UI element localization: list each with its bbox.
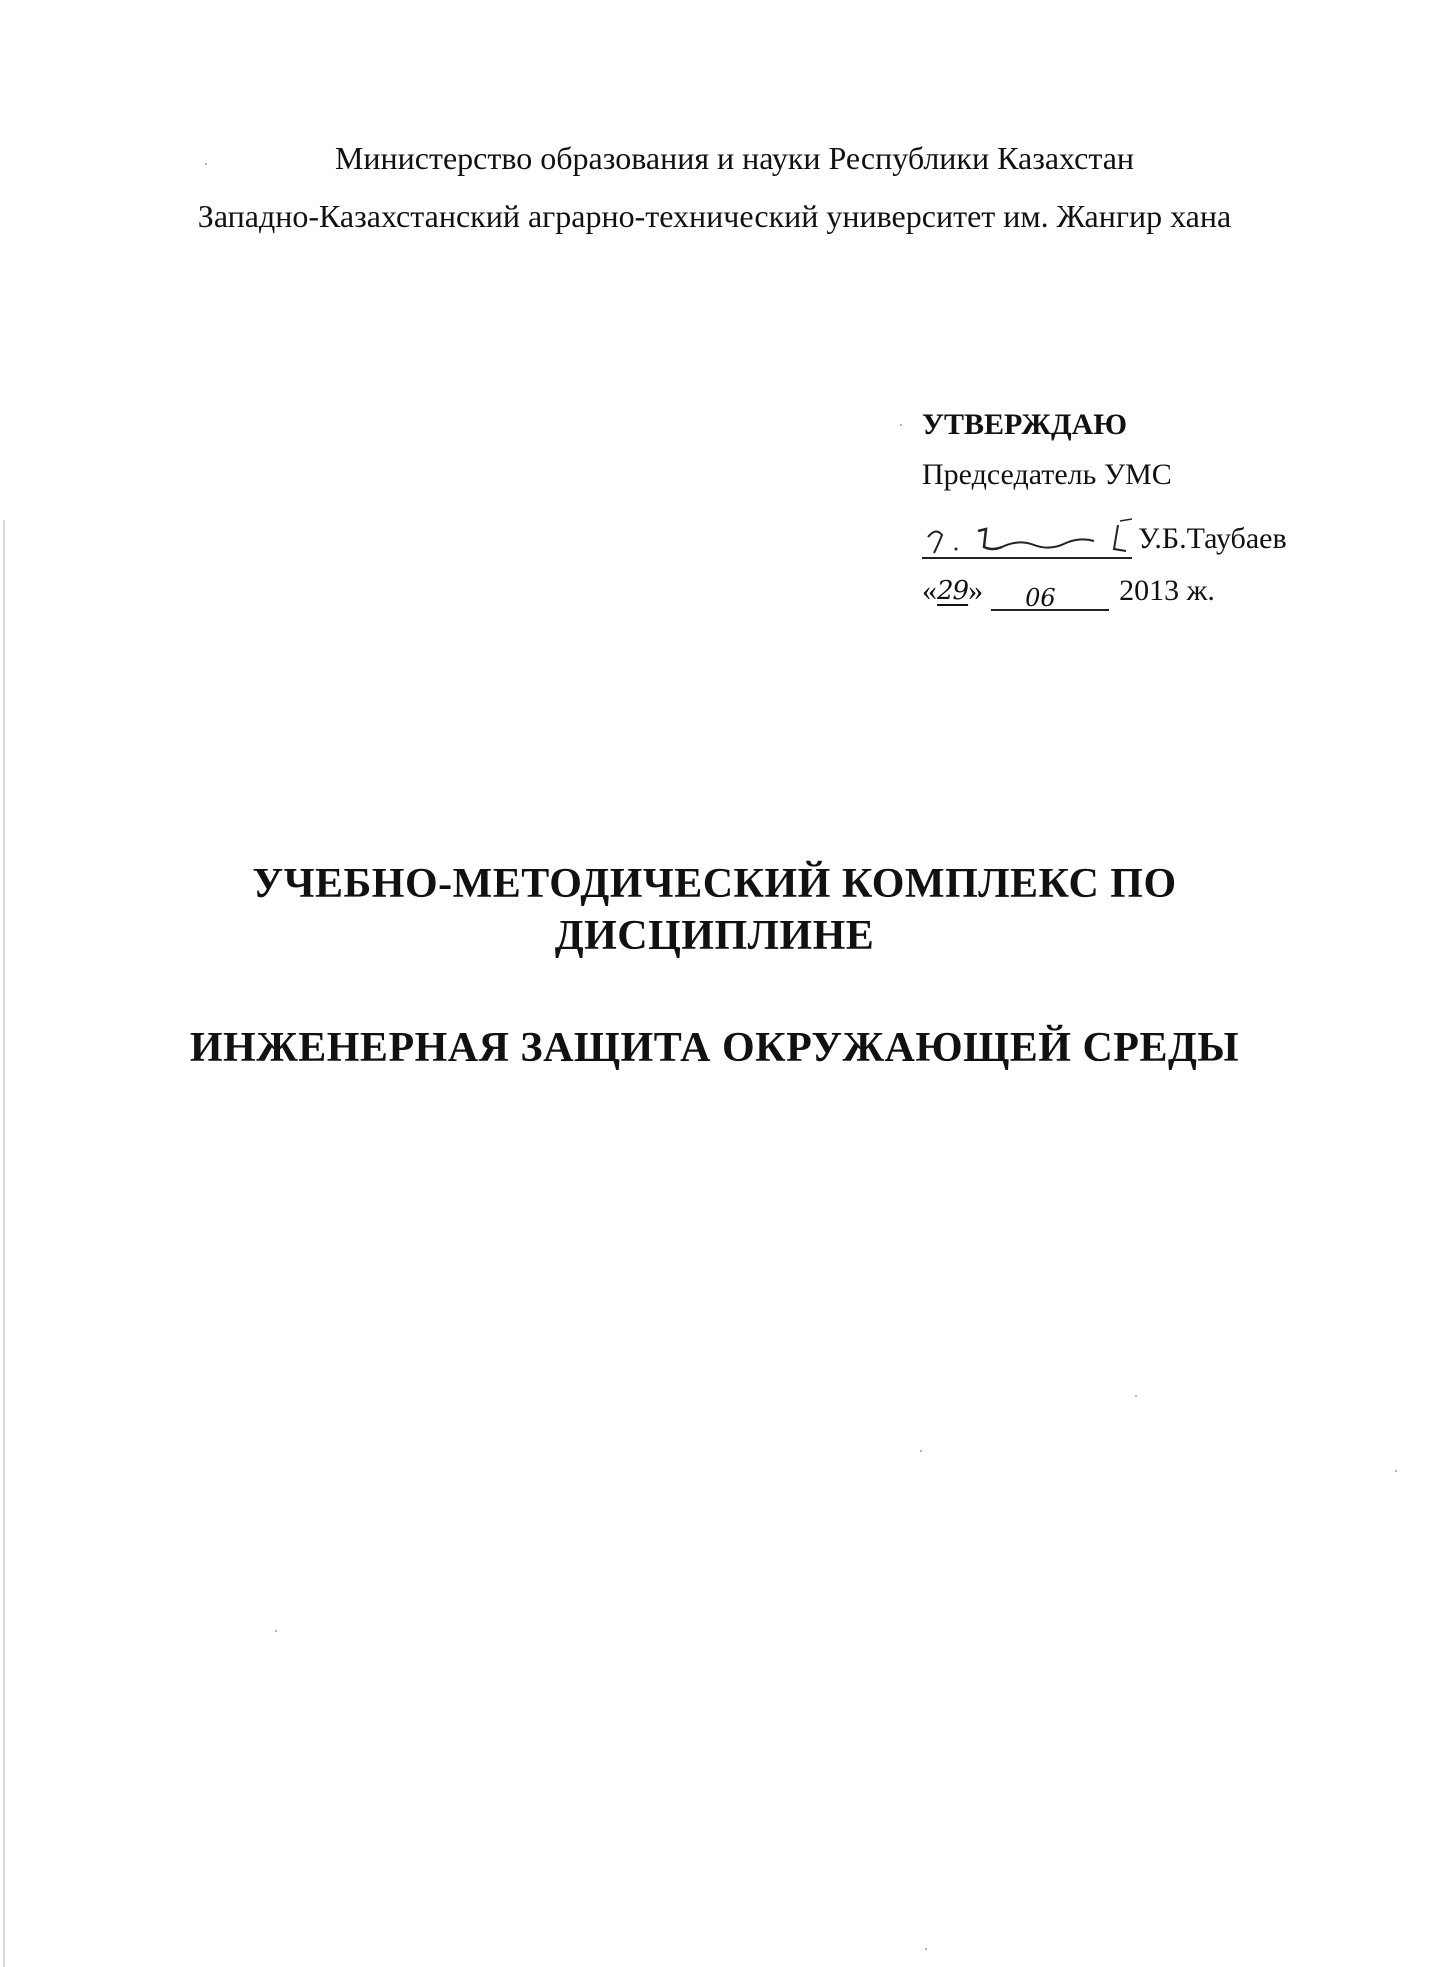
scan-speck bbox=[920, 1450, 922, 1452]
scan-speck bbox=[925, 1948, 927, 1950]
approval-title: УТВЕРЖДАЮ bbox=[922, 408, 1128, 441]
scan-speck bbox=[275, 1630, 277, 1632]
handwritten-signature bbox=[922, 517, 1132, 559]
date-year: 2013 ж. bbox=[1119, 574, 1215, 607]
date-close-quote: » bbox=[968, 574, 984, 607]
approval-date bbox=[922, 559, 1402, 611]
approver-name: У.Б.Таубаев bbox=[1138, 522, 1287, 555]
document-title-line-2: ДИСЦИПЛИНЕ bbox=[554, 913, 875, 959]
date-open-quote: « bbox=[922, 574, 937, 607]
approval-block bbox=[922, 405, 1402, 611]
scan-speck bbox=[1395, 1470, 1397, 1472]
date-day-handwritten: 29 bbox=[937, 576, 969, 606]
discipline-title: ИНЖЕНЕРНАЯ ЗАЩИТА ОКРУЖАЮЩЕЙ СРЕДЫ bbox=[189, 1025, 1240, 1071]
document-title-line-1: УЧЕБНО-МЕТОДИЧЕСКИЙ КОМПЛЕКС ПО bbox=[252, 861, 1177, 907]
scan-speck bbox=[1135, 1395, 1137, 1397]
date-month-handwritten: 06 bbox=[1025, 584, 1056, 612]
signature-row bbox=[922, 507, 1402, 559]
approver-position: Председатель УМС bbox=[922, 458, 1172, 491]
scan-edge-line bbox=[3, 520, 5, 1967]
university-heading: Западно-Казахстанский аграрно-технический университет им. Жангир хана bbox=[197, 198, 1232, 234]
scan-speck bbox=[900, 424, 902, 426]
date-month-field bbox=[991, 577, 1109, 611]
ministry-heading: Министерство образования и науки Республики Казахстан bbox=[334, 140, 1135, 176]
